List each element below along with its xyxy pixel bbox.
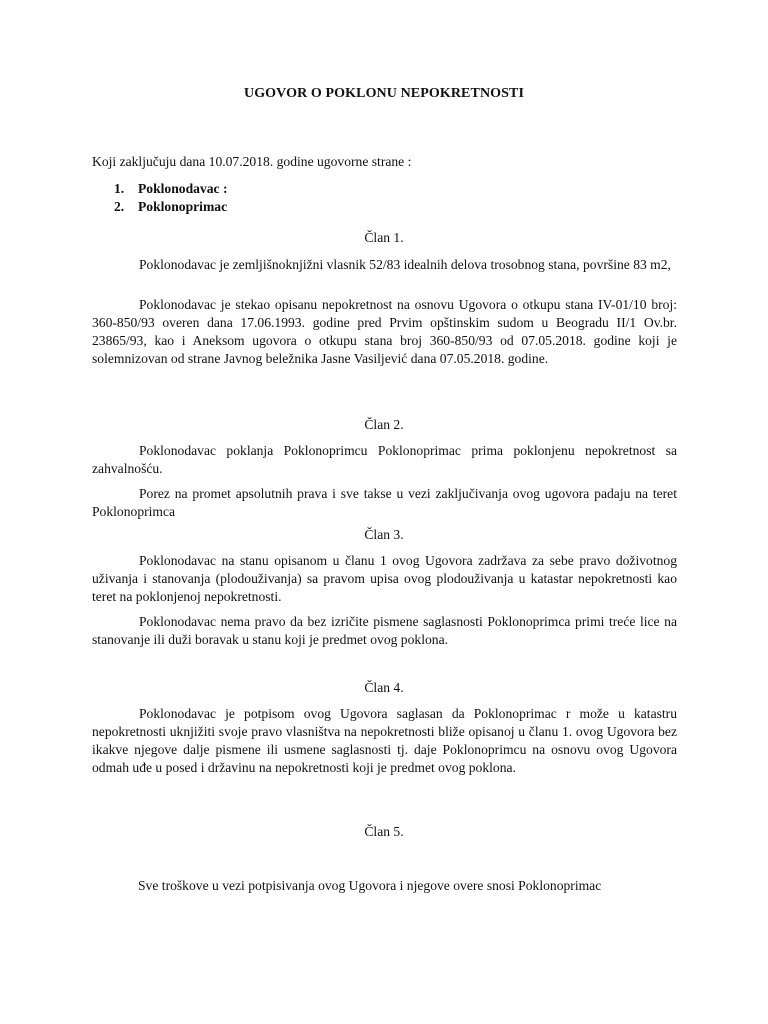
article-5-heading: Član 5. (364, 824, 404, 839)
article-2-heading: Član 2. (364, 417, 404, 432)
article-1-paragraph-2: Poklonodavac je stekao opisanu nepokretnost na osnovu Ugovora o otkupu stana IV-01/10 broj: 360-850/93 overen dana 17.06.1993. godine pred Prvim opštinskim sudom u Beogradu II/1 Ov.br. 23865/93, kao i Aneksom ugovora o otkupu stana broj 360-850/93 od 07.05.2018. godine koji je solemnizovan od strane Javnog beležnika Jasne Vasiljević dana 07.05.2018. godine. (92, 297, 677, 366)
article-1-paragraph-1: Poklonodavac je zemljišnoknjižni vlasnik 52/83 idealnih delova trosobnog stana, površine 83 m2, (139, 257, 671, 272)
party-number: 2. (114, 199, 125, 214)
article-3-paragraph-2: Poklonodavac nema pravo da bez izričite pismene saglasnosti Poklonoprimca primi treće lice na stanovanje ili duži boravak u stanu koji je predmet ovog poklona. (92, 614, 677, 647)
document-title: UGOVOR O POKLONU NEPOKRETNOSTI (243, 86, 525, 101)
article-4-paragraph-1: Poklonodavac je potpisom ovog Ugovora saglasan da Poklonoprimac r može u katastru nepokretnosti uknjižiti svoje pravo vlasništva na nepokretnosti bliže opisanoj u članu 1. ovog Ugovora bez ikakve njegove dalje pismene ili usmene saglasnosti tj. daje Poklonoprimcu na osnovu ovog Ugovora odmah uđe u posed i državinu na nepokretnosti koji je predmet ovog poklona. (92, 706, 677, 775)
article-1-heading: Član 1. (364, 230, 404, 245)
intro-line: Koji zaključuju dana 10.07.2018. godine ugovorne strane : (92, 154, 412, 169)
article-5-paragraph-1: Sve troškove u vezi potpisivanja ovog Ugovora i njegove overe snosi Poklonoprimac (138, 878, 602, 893)
article-4-heading: Član 4. (364, 680, 404, 695)
article-3-paragraph-1: Poklonodavac na stanu opisanom u članu 1 ovog Ugovora zadržava za sebe pravo doživotnog uživanja i stanovanja (plodouživanja) sa pravom upisa ovog plodouživanja u katastar nepokretnosti kao teret na poklonjenoj nepokretnosti. (92, 553, 677, 604)
article-2-paragraph-2: Porez na promet apsolutnih prava i sve takse u vezi zaključivanja ovog ugovora padaju na teret Poklonoprimca (92, 486, 677, 519)
party-label: Poklonodavac : (138, 181, 228, 196)
article-2-paragraph-1: Poklonodavac poklanja Poklonoprimcu Poklonoprimac prima poklonjenu nepokretnost sa zahvalnošću. (92, 443, 677, 476)
party-item-recipient (114, 198, 228, 216)
party-number: 1. (114, 181, 125, 196)
parties-list (114, 180, 228, 216)
party-item-donor (114, 180, 228, 198)
article-3-heading: Član 3. (364, 527, 404, 542)
party-label: Poklonoprimac (138, 199, 228, 214)
